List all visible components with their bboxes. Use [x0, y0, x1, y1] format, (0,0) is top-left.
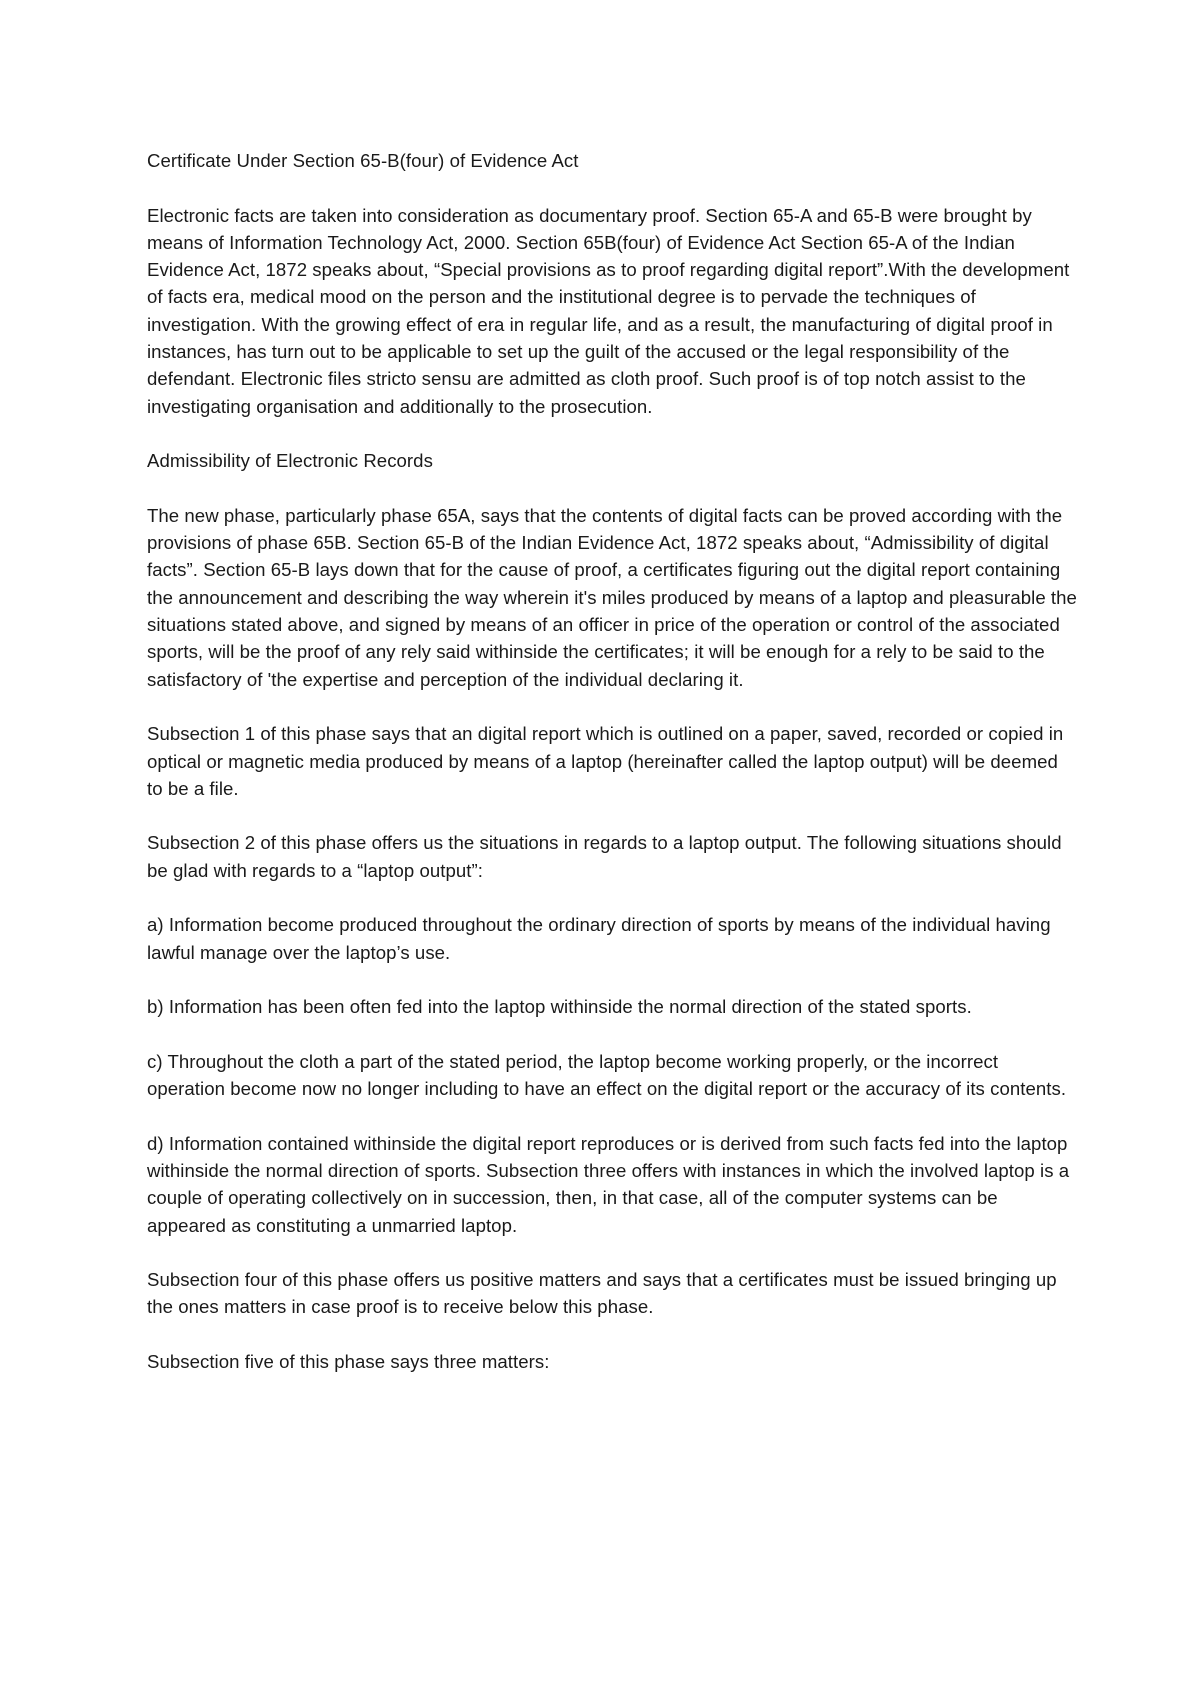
paragraph-electronic-facts: Electronic facts are taken into consideration as documentary proof. Section 65-A and 65-B were brought by means of Information Technology Act, 2000. Section 65B(four) of Evidence Act Section 65-A of the Indian Evidence Act, 1872 speaks about, “Special provisions as to proof regarding digital report”.With the development of facts era, medical mood on the person and the institutional degree is to pervade the techniques of investigation. With the growing effect of era in regular life, and as a result, the manufacturing of digital proof in instances, has turn out to be applicable to set up the guilt of the accused or the legal responsibility of the defendant. Electronic files stricto sensu are admitted as cloth proof. Such proof is of top notch assist to the investigating organisation and additionally to the prosecution. [147, 204, 1070, 417]
paragraph-subsection-five: Subsection five of this phase says three matters: [147, 1351, 550, 1373]
paragraph-subsection-four: Subsection four of this phase offers us positive matters and says that a certificates must be issued bringing up the ones matters in case proof is to receive below this phase. [147, 1269, 1057, 1318]
list-item-b: b) Information has been often fed into the laptop withinside the normal direction of the stated sports. [147, 996, 972, 1018]
section-heading-admissibility: Admissibility of Electronic Records [147, 450, 433, 472]
document-body [147, 147, 1077, 1403]
list-item-a: a) Information become produced throughout the ordinary direction of sports by means of the individual having lawful manage over the laptop’s use. [147, 914, 1051, 963]
list-item-c: c) Throughout the cloth a part of the stated period, the laptop become working properly, or the incorrect operation become now no longer including to have an effect on the digital report or the accuracy of its contents. [147, 1050, 1067, 1100]
paragraph-subsection-1: Subsection 1 of this phase says that an digital report which is outlined on a paper, saved, recorded or copied in optical or magnetic media produced by means of a laptop (hereinafter called the laptop output) will be deemed to be a file. [147, 723, 1064, 799]
document-title: Certificate Under Section 65-B(four) of Evidence Act [147, 150, 579, 171]
list-item-d: d) Information contained withinside the digital report reproduces or is derived from such facts fed into the laptop withinside the normal direction of sports. Subsection three offers with instances in which the involved laptop is a couple of operating collectively on in succession, then, in that case, all of the computer systems can be appeared as constituting a unmarried laptop. [147, 1132, 1070, 1236]
paragraph-new-phase: The new phase, particularly phase 65A, says that the contents of digital facts can be proved according with the provisions of phase 65B. Section 65-B of the Indian Evidence Act, 1872 speaks about, “Admissibility of digital facts”. Section 65-B lays down that for the cause of proof, a certificates figuring out the digital report containing the announcement and describing the way wherein it's miles produced by means of a laptop and pleasurable the situations stated above, and signed by means of an officer in price of the operation or control of the associated sports, will be the proof of any rely said withinside the certificates; it will be enough for a rely to be said to the satisfactory of 'the expertise and perception of the individual declaring it. [147, 504, 1077, 690]
paragraph-subsection-2: Subsection 2 of this phase offers us the situations in regards to a laptop output. The following situations should be glad with regards to a “laptop output”: [147, 832, 1062, 881]
